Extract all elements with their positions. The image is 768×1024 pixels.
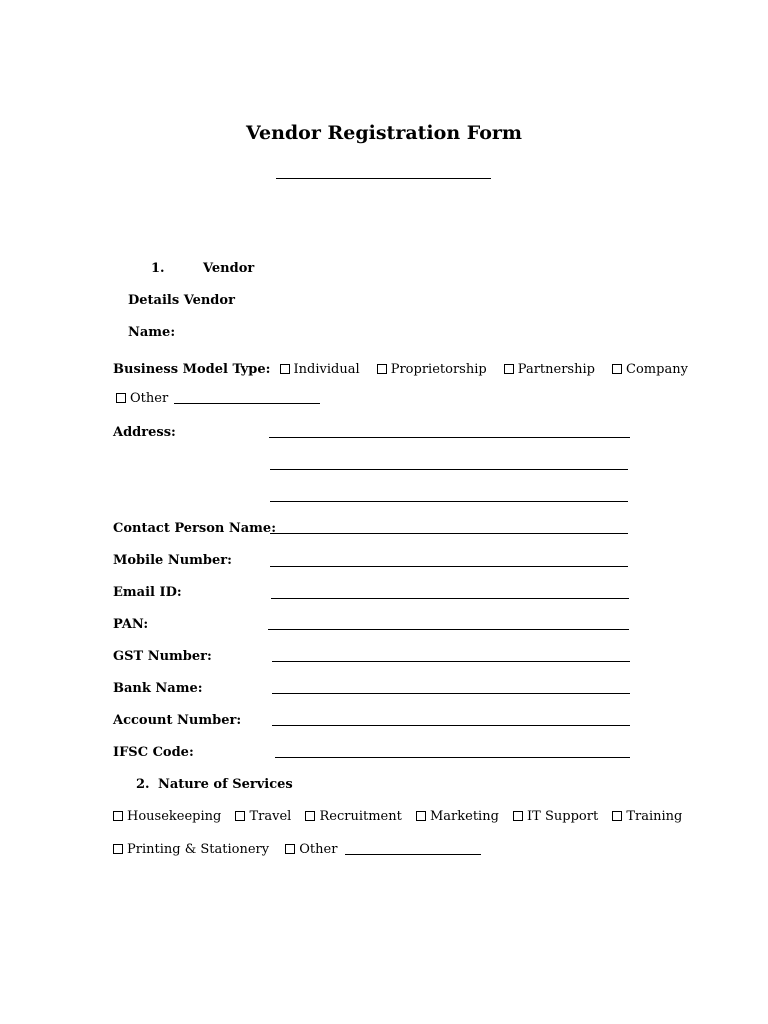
address-line-1[interactable] bbox=[269, 437, 630, 438]
business-model-row bbox=[113, 358, 688, 377]
mobile-line[interactable] bbox=[270, 566, 628, 567]
checkbox-icon[interactable] bbox=[113, 811, 123, 821]
section-1-heading: Vendor bbox=[203, 261, 255, 276]
checkbox-icon[interactable] bbox=[113, 844, 123, 854]
services-row-1 bbox=[113, 809, 682, 824]
address-label: Address: bbox=[113, 425, 176, 440]
vendor-name-label: Name: bbox=[128, 325, 176, 340]
vendor-details-label: Details Vendor bbox=[128, 293, 235, 308]
checkbox-icon[interactable] bbox=[513, 811, 523, 821]
business-model-other[interactable]: Other bbox=[116, 391, 320, 406]
checkbox-icon[interactable] bbox=[285, 844, 295, 854]
email-label: Email ID: bbox=[113, 585, 182, 600]
services-row-2 bbox=[113, 842, 481, 857]
mobile-label: Mobile Number: bbox=[113, 553, 232, 568]
option-partnership[interactable]: Partnership bbox=[504, 362, 595, 377]
service-marketing[interactable]: Marketing bbox=[416, 809, 499, 824]
checkbox-icon[interactable] bbox=[116, 393, 126, 403]
option-individual[interactable]: Individual bbox=[280, 362, 360, 377]
business-model-label: Business Model Type: bbox=[113, 362, 271, 377]
contact-person-line[interactable] bbox=[270, 533, 628, 534]
service-travel[interactable]: Travel bbox=[235, 809, 291, 824]
bank-line[interactable] bbox=[272, 693, 630, 694]
checkbox-icon[interactable] bbox=[612, 364, 622, 374]
ifsc-line[interactable] bbox=[275, 757, 630, 758]
service-other[interactable]: Other bbox=[285, 842, 337, 857]
pan-label: PAN: bbox=[113, 617, 149, 632]
service-recruitment[interactable]: Recruitment bbox=[305, 809, 401, 824]
service-printing-stationery[interactable]: Printing & Stationery bbox=[113, 842, 269, 857]
checkbox-icon[interactable] bbox=[305, 811, 315, 821]
checkbox-icon[interactable] bbox=[504, 364, 514, 374]
address-line-2[interactable] bbox=[270, 469, 628, 470]
section-2-heading: Nature of Services bbox=[158, 777, 293, 792]
checkbox-icon[interactable] bbox=[612, 811, 622, 821]
section-1-number: 1. bbox=[151, 261, 165, 276]
bank-label: Bank Name: bbox=[113, 681, 203, 696]
service-training[interactable]: Training bbox=[612, 809, 682, 824]
option-company[interactable]: Company bbox=[612, 362, 688, 377]
option-proprietorship[interactable]: Proprietorship bbox=[377, 362, 487, 377]
form-title: Vendor Registration Form bbox=[246, 122, 522, 144]
gst-line[interactable] bbox=[272, 661, 630, 662]
checkbox-icon[interactable] bbox=[377, 364, 387, 374]
gst-label: GST Number: bbox=[113, 649, 212, 664]
other-fill-line[interactable] bbox=[174, 403, 320, 404]
checkbox-icon[interactable] bbox=[416, 811, 426, 821]
address-line-3[interactable] bbox=[270, 501, 628, 502]
account-label: Account Number: bbox=[113, 713, 242, 728]
checkbox-icon[interactable] bbox=[235, 811, 245, 821]
contact-person-label: Contact Person Name: bbox=[113, 521, 276, 536]
service-housekeeping[interactable]: Housekeeping bbox=[113, 809, 221, 824]
account-line[interactable] bbox=[272, 725, 630, 726]
pan-line[interactable] bbox=[268, 629, 629, 630]
ifsc-label: IFSC Code: bbox=[113, 745, 194, 760]
service-it-support[interactable]: IT Support bbox=[513, 809, 598, 824]
email-line[interactable] bbox=[271, 598, 629, 599]
service-other-fill-line[interactable] bbox=[345, 854, 481, 855]
title-underline bbox=[276, 178, 491, 179]
checkbox-icon[interactable] bbox=[280, 364, 290, 374]
section-2-number: 2. bbox=[136, 777, 150, 792]
